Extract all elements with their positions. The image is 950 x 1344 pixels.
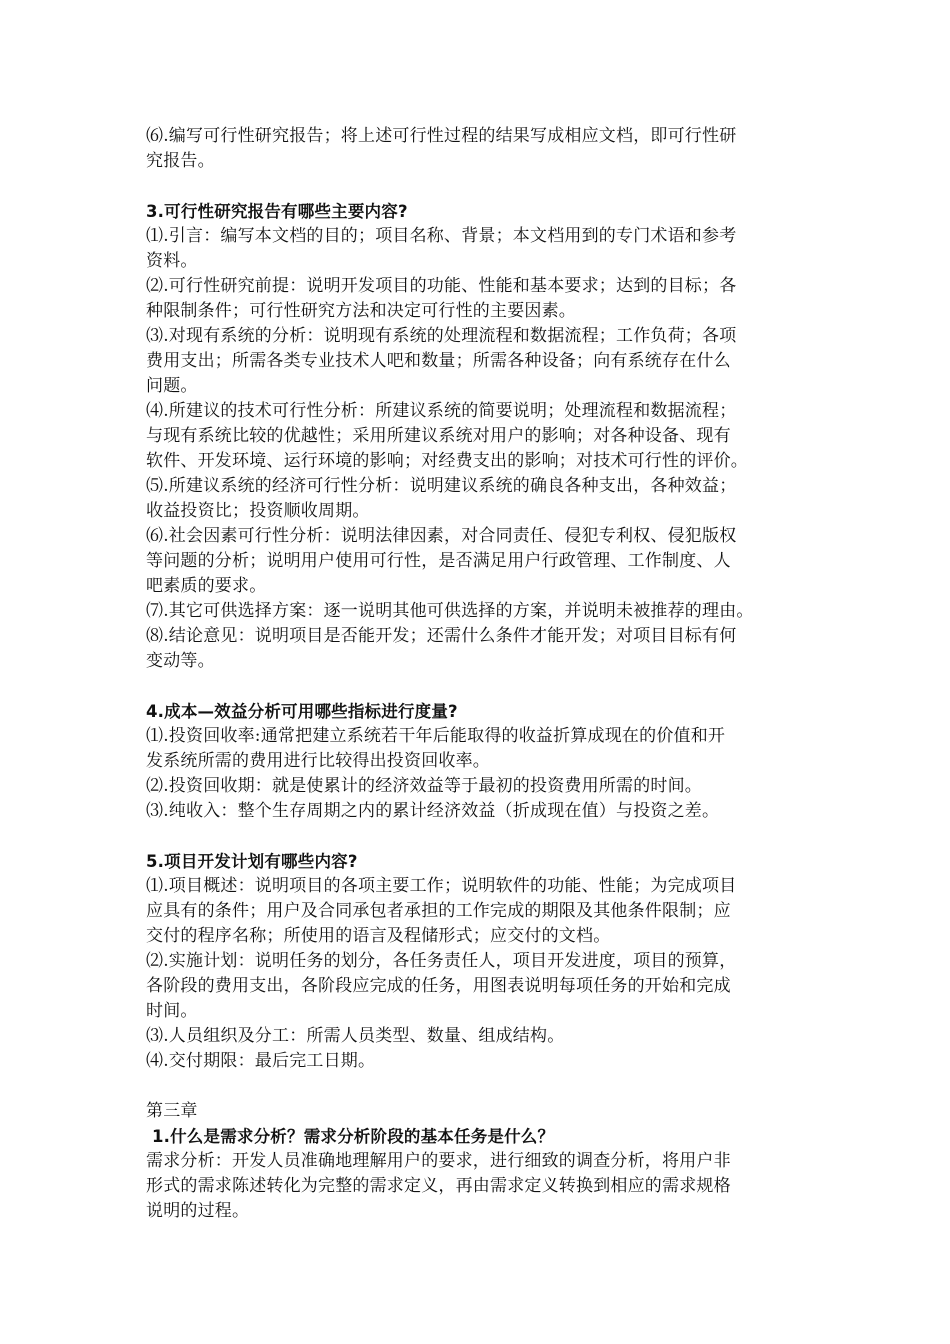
text-line: 与现有系统比较的优越性；采用所建议系统对用户的影响；对各种设备、现有 — [146, 426, 731, 446]
text-line: 说明的过程。 — [146, 1201, 250, 1221]
text-line: 变动等。 — [146, 651, 215, 671]
text-line: 应具有的条件；用户及合同承包者承担的工作完成的期限及其他条件限制；应 — [146, 901, 731, 921]
text-line: ⑺.其它可供选择方案：逐一说明其他可供选择的方案，并说明未被推荐的理由。 — [146, 601, 754, 621]
text-line: 收益投资比；投资顺收周期。 — [146, 501, 370, 521]
text-line: 费用支出；所需各类专业技术人吧和数量；所需各种设备；向有系统存在什么 — [146, 351, 731, 371]
section-heading: 4.成本—效益分析可用哪些指标进行度量? — [146, 702, 458, 721]
text-line: ⑶.人员组织及分工：所需人员类型、数量、组成结构。 — [146, 1026, 565, 1046]
text-line: ⑶.纯收入：整个生存周期之内的累计经济效益（折成现在值）与投资之差。 — [146, 801, 720, 821]
text-line: 问题。 — [146, 376, 198, 396]
spacer — [146, 674, 818, 699]
text-line: 软件、开发环境、运行环境的影响；对经费支出的影响；对技术可行性的评价。 — [146, 451, 748, 471]
text-line: 种限制条件；可行性研究方法和决定可行性的主要因素。 — [146, 301, 576, 321]
text-line: ⑻.结论意见：说明项目是否能开发；还需什么条件才能开发；对项目目标有何 — [146, 626, 737, 646]
text-line: ⑴.引言：编写本文档的目的；项目名称、背景；本文档用到的专门术语和参考 — [146, 226, 737, 246]
text-line: 究报告。 — [146, 151, 215, 171]
chapter-three — [146, 1099, 818, 1224]
text-line: ⑷.所建议的技术可行性分析：所建议系统的简要说明；处理流程和数据流程； — [146, 401, 737, 421]
text-line: 等问题的分析；说明用户使用可行性，是否满足用户行政管理、工作制度、人 — [146, 551, 731, 571]
text-line: ⑵.实施计划：说明任务的划分，各任务责任人，项目开发进度，项目的预算， — [146, 951, 737, 971]
text-line: ⑸.所建议系统的经济可行性分析：说明建议系统的确良各种支出，各种效益； — [146, 476, 737, 496]
section-q4 — [146, 699, 818, 824]
text-line: ⑵.投资回收期：就是使累计的经济效益等于最初的投资费用所需的时间。 — [146, 776, 703, 796]
text-line: 交付的程序名称；所使用的语言及程储形式；应交付的文档。 — [146, 926, 611, 946]
text-line: 需求分析：开发人员准确地理解用户的要求，进行细致的调查分析，将用户非 — [146, 1151, 731, 1171]
text-line: 吧素质的要求。 — [146, 576, 267, 596]
document-page — [146, 124, 818, 1224]
spacer — [146, 174, 818, 199]
text-line: ⑶.对现有系统的分析：说明现有系统的处理流程和数据流程；工作负荷；各项 — [146, 326, 737, 346]
text-line: ⑹.编写可行性研究报告；将上述可行性过程的结果写成相应文档，即可行性研 — [146, 126, 737, 146]
section-heading: 3.可行性研究报告有哪些主要内容? — [146, 202, 408, 221]
text-line: ⑴.投资回收率:通常把建立系统若干年后能取得的收益折算成现在的价值和开 — [146, 726, 726, 746]
chapter-title: 第三章 — [146, 1101, 198, 1121]
spacer — [146, 824, 818, 849]
section-q5 — [146, 849, 818, 1074]
section-heading: 5.项目开发计划有哪些内容? — [146, 852, 358, 871]
text-line: ⑷.交付期限：最后完工日期。 — [146, 1051, 376, 1071]
text-line: ⑴.项目概述：说明项目的各项主要工作；说明软件的功能、性能；为完成项目 — [146, 876, 737, 896]
text-line: 发系统所需的费用进行比较得出投资回收率。 — [146, 751, 490, 771]
spacer — [146, 1074, 818, 1099]
text-line: 各阶段的费用支出，各阶段应完成的任务，用图表说明每项任务的开始和完成 — [146, 976, 731, 996]
section-q3 — [146, 199, 818, 674]
text-line: ⑹.社会因素可行性分析：说明法律因素，对合同责任、侵犯专利权、侵犯版权 — [146, 526, 737, 546]
section-heading: 1.什么是需求分析？需求分析阶段的基本任务是什么？ — [146, 1127, 555, 1146]
section-continuation — [146, 124, 818, 174]
text-line: ⑵.可行性研究前提：说明开发项目的功能、性能和基本要求；达到的目标；各 — [146, 276, 737, 296]
text-line: 形式的需求陈述转化为完整的需求定义，再由需求定义转换到相应的需求规格 — [146, 1176, 731, 1196]
text-line: 时间。 — [146, 1001, 198, 1021]
text-line: 资料。 — [146, 251, 198, 271]
